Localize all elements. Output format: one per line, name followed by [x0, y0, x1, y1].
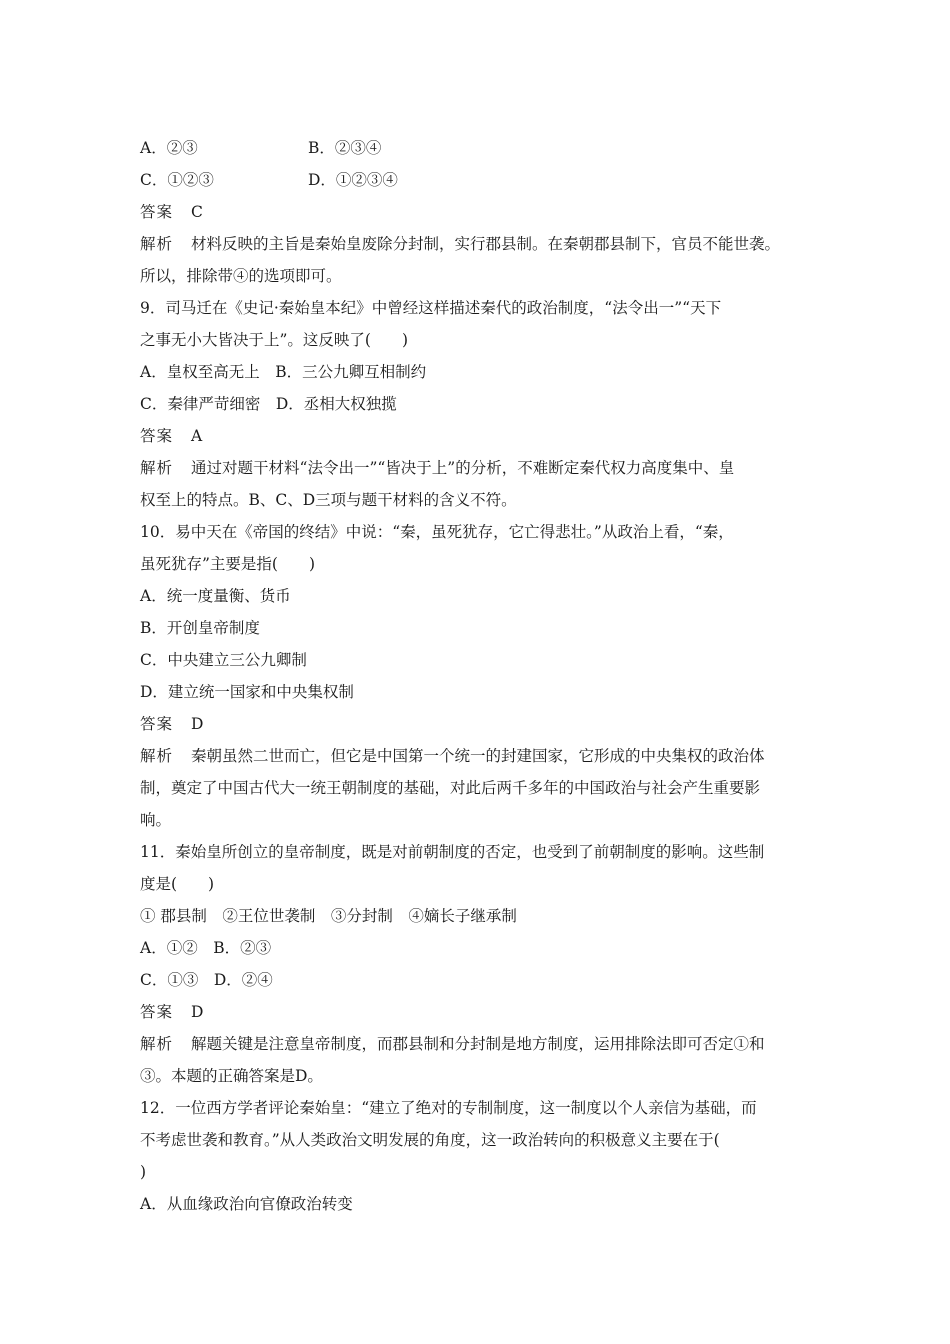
- q8-option-c: C．①②③: [140, 171, 214, 189]
- answer-value: C: [191, 203, 203, 221]
- q8-analysis-line-2: 所以，排除带④的选项即可。: [140, 267, 342, 285]
- q9-stem-line-1: 9．司马迁在《史记·秦始皇本纪》中曾经这样描述秦代的政治制度，“法令出一”“天下: [140, 299, 722, 317]
- q8-options-cd: [140, 170, 820, 190]
- analysis-label: 解析: [140, 235, 174, 253]
- q8-options-ab: [140, 138, 820, 158]
- analysis-text: 秦朝虽然二世而亡，但它是中国第一个统一的封建国家，它形成的中央集权的政治体: [191, 747, 765, 765]
- q11-options-ab: A．①② B．②③: [140, 939, 272, 957]
- q10-stem-line-1: 10．易中天在《帝国的终结》中说：“秦，虽死犹存，它亡得悲壮。”从政治上看，“秦，: [140, 523, 734, 541]
- answer-value: D: [191, 1003, 204, 1021]
- answer-value: D: [191, 715, 204, 733]
- q11-stem-line-1: 11．秦始皇所创立的皇帝制度，既是对前朝制度的否定，也受到了前朝制度的影响。这些制: [140, 843, 765, 861]
- q12-stem-line-1: 12．一位西方学者评论秦始皇：“建立了绝对的专制制度，这一制度以个人亲信为基础，而: [140, 1099, 757, 1117]
- q11-options-cd: C．①③ D．②④: [140, 971, 273, 989]
- answer-value: A: [191, 427, 203, 445]
- answer-label: 答案: [140, 1003, 174, 1021]
- q9-analysis-line-2: 权至上的特点。B、C、D三项与题干材料的含义不符。: [140, 491, 517, 509]
- answer-label: 答案: [140, 715, 174, 733]
- q10-option-b: B．开创皇帝制度: [140, 619, 260, 637]
- q10-analysis-line-1: [140, 746, 820, 766]
- q8-answer: [140, 202, 820, 222]
- q8-option-d: D．①②③④: [308, 171, 398, 189]
- q8-analysis-line-1: [140, 234, 820, 254]
- q9-options-cd: C．秦律严苛细密 D．丞相大权独揽: [140, 395, 397, 413]
- q12-stem-line-3: ): [140, 1163, 147, 1181]
- analysis-label: 解析: [140, 459, 174, 477]
- q10-stem-line-2: 虽死犹存”主要是指( ): [140, 555, 316, 573]
- q10-option-d: D．建立统一国家和中央集权制: [140, 683, 354, 701]
- q11-analysis-line-1: [140, 1034, 820, 1054]
- q10-analysis-line-2: 制，奠定了中国古代大一统王朝制度的基础，对此后两千多年的中国政治与社会产生重要影: [140, 779, 761, 797]
- q10-option-c: C．中央建立三公九卿制: [140, 651, 307, 669]
- q11-items: ① 郡县制 ②王位世袭制 ③分封制 ④嫡长子继承制: [140, 907, 517, 925]
- q9-answer: [140, 426, 820, 446]
- q10-answer: [140, 714, 820, 734]
- q11-analysis-line-2: ③。本题的正确答案是D。: [140, 1067, 323, 1085]
- answer-label: 答案: [140, 203, 174, 221]
- q8-option-b: B．②③④: [308, 139, 382, 157]
- q10-option-a: A．统一度量衡、货币: [140, 587, 291, 605]
- q12-option-a: A．从血缘政治向官僚政治转变: [140, 1195, 353, 1213]
- analysis-label: 解析: [140, 1035, 174, 1053]
- q12-stem-line-2: 不考虑世袭和教育。”从人类政治文明发展的角度，这一政治转向的积极意义主要在于(: [140, 1131, 720, 1149]
- q11-answer: [140, 1002, 820, 1022]
- q9-options-ab: A．皇权至高无上 B．三公九卿互相制约: [140, 363, 427, 381]
- q10-analysis-line-3: 响。: [140, 811, 172, 829]
- analysis-text: 通过对题干材料“法令出一”“皆决于上”的分析，不难断定秦代权力高度集中、皇: [191, 459, 735, 477]
- answer-label: 答案: [140, 427, 174, 445]
- q9-analysis-line-1: [140, 458, 820, 478]
- q8-option-a: A．②③: [140, 139, 198, 157]
- analysis-text: 材料反映的主旨是秦始皇废除分封制，实行郡县制。在秦朝郡县制下，官员不能世袭。: [191, 235, 781, 253]
- analysis-label: 解析: [140, 747, 174, 765]
- q9-stem-line-2: 之事无小大皆决于上”。这反映了( ): [140, 331, 409, 349]
- q11-stem-line-2: 度是( ): [140, 875, 215, 893]
- analysis-text: 解题关键是注意皇帝制度，而郡县制和分封制是地方制度，运用排除法即可否定①和: [191, 1035, 765, 1053]
